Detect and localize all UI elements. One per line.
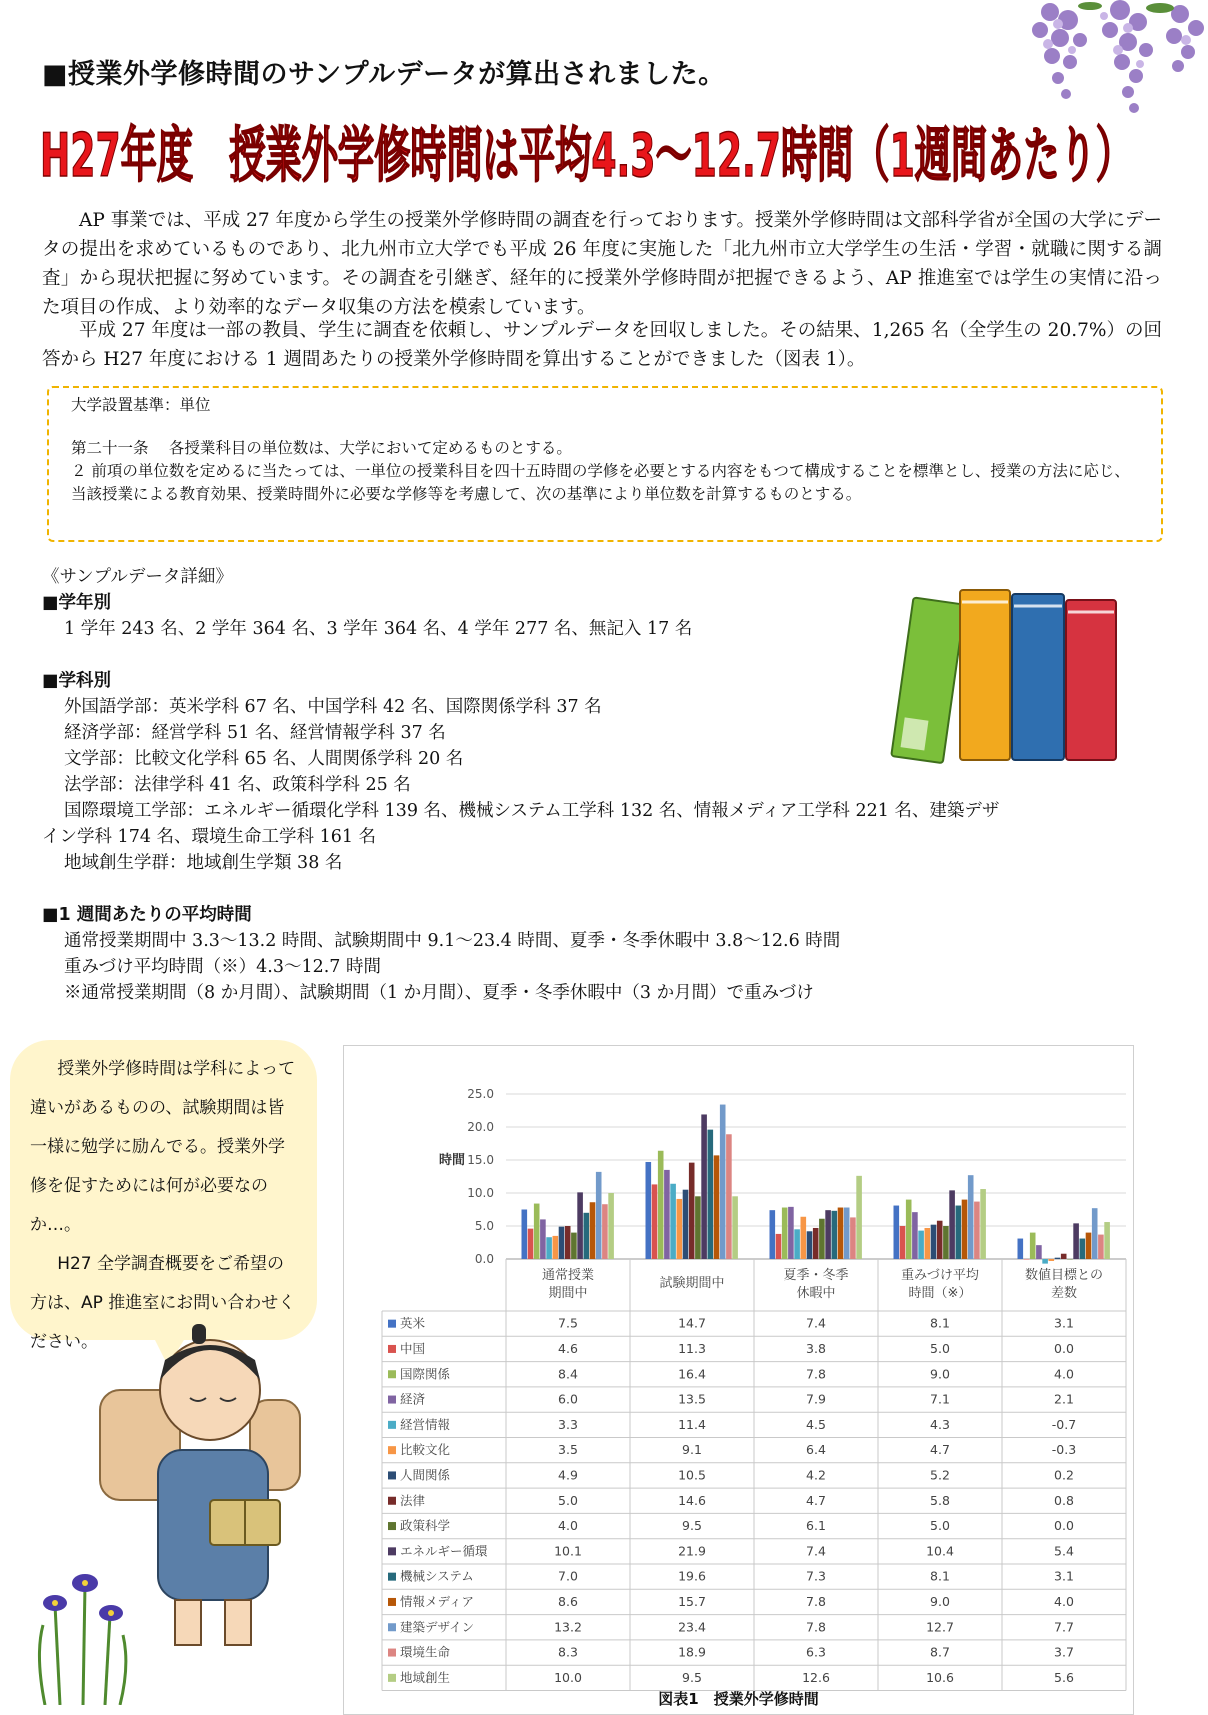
chart-bar bbox=[689, 1163, 695, 1259]
chart-bar bbox=[782, 1208, 788, 1259]
dept-line: イン学科 174 名、環境生命工学科 161 名 bbox=[42, 827, 377, 847]
chart-data-label: 4.0 bbox=[1054, 1366, 1074, 1382]
bar-chart bbox=[344, 1046, 1133, 1714]
chart-bar bbox=[577, 1192, 583, 1259]
chart-data-label: 10.1 bbox=[554, 1543, 582, 1559]
chart-legend-swatch bbox=[388, 1649, 396, 1657]
page-heading: ■授業外学修時間のサンプルデータが算出されました。 bbox=[42, 59, 726, 90]
chart-bar bbox=[695, 1196, 701, 1259]
intro-paragraph-2: 平成 27 年度は一部の教員、学生に調査を依頼し、サンプルデータを回収しました。その結果、1,265 名（全学生の 20.7%）の回答から H27 年度における 1 週間あたりの授業外学修時間を算出することができました（図表 1）。 bbox=[42, 320, 1162, 370]
chart-data-label: 7.0 bbox=[558, 1568, 578, 1584]
chart-bar bbox=[670, 1184, 676, 1259]
chart-data-label: -0.3 bbox=[1051, 1442, 1077, 1458]
chart-data-label: 7.1 bbox=[930, 1391, 950, 1407]
chart-bar bbox=[912, 1212, 918, 1259]
chart-data-label: 14.7 bbox=[678, 1315, 706, 1331]
chart-data-label: 4.0 bbox=[558, 1518, 578, 1534]
chart-data-label: 10.5 bbox=[678, 1467, 706, 1483]
chart-data-label: 16.4 bbox=[678, 1366, 706, 1382]
chart-bar bbox=[949, 1190, 955, 1259]
chart-data-label: 11.4 bbox=[678, 1416, 706, 1432]
chart-data-label: 3.7 bbox=[1054, 1644, 1074, 1660]
chart-bar bbox=[1086, 1233, 1092, 1259]
chart-legend-swatch bbox=[388, 1345, 396, 1353]
chart-bar bbox=[720, 1105, 726, 1259]
chart-bar bbox=[894, 1206, 900, 1259]
avg-heading: ■1 週間あたりの平均時間 bbox=[42, 905, 252, 925]
speech-bubble bbox=[10, 1040, 317, 1352]
chart-data-label: 9.1 bbox=[682, 1442, 702, 1458]
chart-data-label: 19.6 bbox=[678, 1568, 706, 1584]
chart-ytick-label: 15.0 bbox=[467, 1153, 494, 1167]
chart-category-label: 差数 bbox=[1050, 1286, 1078, 1301]
chart-legend-label: 環境生命 bbox=[400, 1644, 451, 1660]
chart-bar bbox=[553, 1236, 559, 1259]
chart-bar bbox=[943, 1226, 949, 1259]
chart-legend-label: 建築デザイン bbox=[400, 1619, 475, 1635]
chart-data-label: 0.8 bbox=[1054, 1492, 1074, 1508]
chart-bar bbox=[770, 1210, 776, 1259]
chart-bar bbox=[559, 1227, 565, 1259]
chart-legend-swatch bbox=[388, 1370, 396, 1378]
chart-bar bbox=[794, 1229, 800, 1259]
chart-legend-swatch bbox=[388, 1573, 396, 1581]
chart-bar bbox=[900, 1226, 906, 1259]
chart-bar bbox=[534, 1204, 540, 1259]
chart-legend-label: 人間関係 bbox=[400, 1467, 451, 1483]
sample-details-section bbox=[42, 564, 999, 1006]
chart-data-label: 8.4 bbox=[558, 1366, 578, 1382]
chart-data-label: 21.9 bbox=[678, 1543, 706, 1559]
chart-bar bbox=[937, 1221, 943, 1259]
chart-ytick-label: 10.0 bbox=[467, 1186, 494, 1200]
chart-legend-swatch bbox=[388, 1522, 396, 1530]
chart-bar bbox=[646, 1162, 652, 1259]
chart-bar bbox=[956, 1206, 962, 1259]
chart-data-label: 10.0 bbox=[554, 1669, 582, 1685]
chart-bar bbox=[596, 1172, 602, 1259]
chart-data-label: 5.0 bbox=[930, 1340, 950, 1356]
dept-heading: ■学科別 bbox=[42, 671, 112, 691]
chart-bar bbox=[708, 1130, 714, 1259]
chart-bar bbox=[813, 1228, 819, 1259]
chart-bar bbox=[1049, 1259, 1055, 1261]
grade-text: 1 学年 243 名、2 学年 364 名、3 学年 364 名、4 学年 277 名、無記入 17 名 bbox=[64, 619, 693, 639]
chart-category-label: 数値目標との bbox=[1024, 1268, 1104, 1283]
dept-line: 地域創生学群：地域創生学類 38 名 bbox=[64, 853, 343, 873]
chart-bar bbox=[522, 1210, 528, 1260]
chart-data-label: 8.3 bbox=[558, 1644, 578, 1660]
chart-data-label: 3.1 bbox=[1054, 1315, 1074, 1331]
chart-data-label: 7.8 bbox=[806, 1366, 826, 1382]
chart-bar bbox=[732, 1196, 738, 1259]
chart-bar bbox=[1073, 1223, 1079, 1259]
chart-bar bbox=[565, 1226, 571, 1259]
chart-data-label: 12.6 bbox=[802, 1669, 830, 1685]
avg-line: 通常授業期間中 3.3～13.2 時間、試験期間中 9.1～23.4 時間、夏季・冬季休暇中 3.8～12.6 時間 bbox=[64, 931, 841, 951]
chart-data-label: 0.2 bbox=[1054, 1467, 1074, 1483]
chart-legend-label: エネルギー循環 bbox=[400, 1543, 488, 1559]
chart-ytick-label: 5.0 bbox=[474, 1219, 494, 1233]
chart-legend-swatch bbox=[388, 1598, 396, 1606]
chart-bar bbox=[832, 1211, 838, 1259]
chart-bar bbox=[602, 1204, 608, 1259]
standard-box-clause: ２ 前項の単位数を定めるに当たっては、一単位の授業科目を四十五時間の学修を必要とする内容をもつて構成することを標準とし、授業の方法に応じ、当該授業による教育効果、授業時間外に必要な学修等を考慮して、次の基準により単位数を計算するものとする。 bbox=[71, 462, 1130, 503]
chart-data-label: 3.5 bbox=[558, 1442, 578, 1458]
chart-legend-label: 情報メディア bbox=[400, 1593, 475, 1609]
chart-bar bbox=[546, 1237, 552, 1259]
chart-data-label: 6.1 bbox=[806, 1518, 826, 1534]
chart-legend-swatch bbox=[388, 1674, 396, 1682]
chart-data-label: 13.5 bbox=[678, 1391, 706, 1407]
chart-category-label: 夏季・冬季 bbox=[783, 1268, 849, 1283]
chart-category-label: 通常授業 bbox=[541, 1268, 595, 1283]
chart-data-label: 7.9 bbox=[806, 1391, 826, 1407]
chart-legend-label: 比較文化 bbox=[400, 1442, 451, 1458]
chart-bar bbox=[776, 1234, 782, 1259]
chart-bar bbox=[918, 1231, 924, 1259]
chart-data-label: 9.0 bbox=[930, 1366, 950, 1382]
bubble-text-2: H27 全学調査概要をご希望の方は、AP 推進室にお問い合わせください。 bbox=[30, 1254, 296, 1352]
standard-box-article: 第二十一条 各授業科目の単位数は、大学において定めるものとする。 bbox=[71, 439, 572, 457]
chart-bar bbox=[608, 1193, 614, 1259]
chart-bar bbox=[1042, 1259, 1048, 1264]
chart-data-label: 14.6 bbox=[678, 1492, 706, 1508]
chart-legend-label: 経営情報 bbox=[400, 1416, 451, 1432]
main-title bbox=[40, 98, 1140, 198]
chart-category-label: 休暇中 bbox=[796, 1286, 836, 1301]
chart-bar bbox=[1098, 1235, 1104, 1259]
dept-line: 経済学部：経営学科 51 名、経営情報学科 37 名 bbox=[64, 723, 446, 743]
chart-legend-swatch bbox=[388, 1471, 396, 1479]
chart-bar bbox=[701, 1114, 707, 1259]
iris-flowers-illustration bbox=[25, 1565, 135, 1705]
avg-line: 重みづけ平均時間（※）4.3～12.7 時間 bbox=[64, 957, 382, 977]
chart-data-label: 4.3 bbox=[930, 1416, 950, 1432]
standard-box bbox=[47, 386, 1163, 542]
chart-legend-label: 法律 bbox=[400, 1492, 426, 1508]
chart-bar bbox=[1067, 1259, 1073, 1260]
chart-data-label: 2.1 bbox=[1054, 1391, 1074, 1407]
chart-bar bbox=[658, 1151, 664, 1259]
books-illustration bbox=[880, 572, 1120, 772]
chart-bar bbox=[571, 1233, 577, 1259]
chart-data-label: 7.7 bbox=[1054, 1619, 1074, 1635]
chart-data-label: 5.2 bbox=[930, 1467, 950, 1483]
dept-line: 国際環境工学部：エネルギー循環化学科 139 名、機械システム工学科 132 名、情報メディア工学科 221 名、建築デザ bbox=[64, 801, 1000, 821]
chart-bar bbox=[931, 1225, 937, 1259]
chart-data-label: 8.7 bbox=[930, 1644, 950, 1660]
chart-bar bbox=[714, 1155, 720, 1259]
chart-legend-swatch bbox=[388, 1623, 396, 1631]
chart-legend-swatch bbox=[388, 1421, 396, 1429]
chart-data-label: 12.7 bbox=[926, 1619, 954, 1635]
chart-ytick-label: 20.0 bbox=[467, 1120, 494, 1134]
chart-data-label: 0.0 bbox=[1054, 1518, 1074, 1534]
chart-data-label: 6.3 bbox=[806, 1644, 826, 1660]
chart-data-label: 7.4 bbox=[806, 1543, 826, 1559]
chart-legend-label: 英米 bbox=[400, 1315, 426, 1331]
chart-data-label: 7.4 bbox=[806, 1315, 826, 1331]
chart-legend-label: 地域創生 bbox=[400, 1669, 451, 1685]
chart-data-label: 4.6 bbox=[558, 1340, 578, 1356]
chart-data-label: 5.6 bbox=[1054, 1669, 1074, 1685]
chart-data-label: 8.1 bbox=[930, 1315, 950, 1331]
grade-heading: ■学年別 bbox=[42, 593, 112, 613]
chart-data-label: 5.4 bbox=[1054, 1543, 1074, 1559]
chart-data-label: 10.6 bbox=[926, 1669, 954, 1685]
chart-data-label: 4.9 bbox=[558, 1467, 578, 1483]
chart-legend-label: 政策科学 bbox=[400, 1518, 451, 1534]
chart-bar bbox=[974, 1202, 980, 1259]
chart-bar bbox=[980, 1189, 986, 1259]
intro-paragraph-1: AP 事業では、平成 27 年度から学生の授業外学修時間の調査を行っております。授業外学修時間は文部科学省が全国の大学にデータの提出を求めているものであり、北九州市立大学でも平成 26 年度に実施した「北九州市立大学学生の生活・学習・就職に関する調査」から現状把握に努めています。その調査を引継ぎ、経年的に授業外学修時間が把握できるよう、AP 推進室では学生の実情に沿った項目の作成、より効率的なデータ収集の方法を模索しています。 bbox=[42, 210, 1163, 318]
chart-frame bbox=[343, 1045, 1134, 1715]
chart-bar bbox=[825, 1210, 831, 1259]
chart-bar bbox=[1036, 1245, 1042, 1259]
chart-data-label: 9.0 bbox=[930, 1593, 950, 1609]
chart-bar bbox=[962, 1200, 968, 1259]
chart-bar bbox=[844, 1208, 850, 1259]
chart-legend-swatch bbox=[388, 1497, 396, 1505]
sample-title: 《サンプルデータ詳細》 bbox=[42, 567, 233, 587]
chart-category-label: 重みづけ平均 bbox=[901, 1268, 979, 1283]
chart-data-label: -0.7 bbox=[1051, 1416, 1077, 1432]
chart-data-label: 4.7 bbox=[806, 1492, 826, 1508]
chart-bar bbox=[590, 1202, 596, 1259]
chart-legend-swatch bbox=[388, 1446, 396, 1454]
chart-bar bbox=[1055, 1258, 1061, 1259]
chart-bar bbox=[1080, 1239, 1086, 1259]
chart-bar bbox=[1024, 1259, 1030, 1260]
chart-ylabel: 時間 bbox=[439, 1153, 466, 1168]
chart-bar bbox=[677, 1199, 683, 1259]
chart-data-label: 8.6 bbox=[558, 1593, 578, 1609]
chart-data-label: 7.5 bbox=[558, 1315, 578, 1331]
chart-legend-swatch bbox=[388, 1396, 396, 1404]
chart-bar bbox=[1061, 1254, 1067, 1259]
chart-data-label: 8.1 bbox=[930, 1568, 950, 1584]
chart-bar bbox=[726, 1134, 732, 1259]
chart-bar bbox=[683, 1190, 689, 1259]
chart-data-label: 9.5 bbox=[682, 1669, 702, 1685]
chart-legend-label: 機械システム bbox=[400, 1568, 474, 1584]
avg-line: ※通常授業期間（8 か月間）、試験期間（1 か月間）、夏季・冬季休暇中（3 か月間）で重みづけ bbox=[64, 983, 814, 1003]
chart-bar bbox=[1018, 1239, 1024, 1259]
chart-bar bbox=[838, 1208, 844, 1259]
chart-category-label: 期間中 bbox=[548, 1286, 588, 1301]
chart-legend-swatch bbox=[388, 1547, 396, 1555]
chart-data-label: 6.4 bbox=[806, 1442, 826, 1458]
bubble-text-1: 授業外学修時間は学科によって違いがあるものの、試験期間は皆一様に勉学に励んでる。授業外学修を促すためには何が必要なのか…。 bbox=[30, 1059, 296, 1235]
chart-data-label: 5.0 bbox=[930, 1518, 950, 1534]
chart-data-label: 11.3 bbox=[678, 1340, 706, 1356]
chart-bar bbox=[856, 1176, 862, 1259]
chart-bar bbox=[906, 1200, 912, 1259]
chart-data-label: 3.8 bbox=[806, 1340, 826, 1356]
chart-data-label: 9.5 bbox=[682, 1518, 702, 1534]
chart-ytick-label: 25.0 bbox=[467, 1087, 494, 1101]
chart-bar bbox=[540, 1219, 546, 1259]
chart-data-label: 18.9 bbox=[678, 1644, 706, 1660]
chart-data-label: 7.8 bbox=[806, 1593, 826, 1609]
chart-data-label: 4.0 bbox=[1054, 1593, 1074, 1609]
chart-data-label: 4.5 bbox=[806, 1416, 826, 1432]
chart-data-label: 7.8 bbox=[806, 1619, 826, 1635]
dept-line: 外国語学部：英米学科 67 名、中国学科 42 名、国際関係学科 37 名 bbox=[64, 697, 602, 717]
dept-line: 法学部：法律学科 41 名、政策科学科 25 名 bbox=[64, 775, 411, 795]
chart-bar bbox=[968, 1175, 974, 1259]
chart-bar bbox=[807, 1231, 813, 1259]
chart-data-label: 15.7 bbox=[678, 1593, 706, 1609]
chart-data-label: 7.3 bbox=[806, 1568, 826, 1584]
standard-box-title: 大学設置基準：単位 bbox=[71, 396, 211, 414]
chart-bar bbox=[801, 1217, 807, 1259]
chart-legend-label: 経済 bbox=[400, 1391, 426, 1407]
chart-legend-swatch bbox=[388, 1320, 396, 1328]
chart-data-label: 4.2 bbox=[806, 1467, 826, 1483]
chart-bar bbox=[850, 1217, 856, 1259]
chart-category-label: 試験期間中 bbox=[659, 1276, 725, 1291]
chart-bar bbox=[664, 1170, 670, 1259]
chart-bar bbox=[788, 1207, 794, 1259]
chart-bar bbox=[1104, 1222, 1110, 1259]
chart-data-label: 6.0 bbox=[558, 1391, 578, 1407]
chart-data-label: 3.3 bbox=[558, 1416, 578, 1432]
chart-data-label: 23.4 bbox=[678, 1619, 706, 1635]
chart-data-label: 0.0 bbox=[1054, 1340, 1074, 1356]
chart-data-label: 10.4 bbox=[926, 1543, 954, 1559]
chart-bar bbox=[584, 1213, 590, 1259]
chart-bar bbox=[528, 1229, 534, 1259]
chart-data-label: 3.1 bbox=[1054, 1568, 1074, 1584]
chart-data-label: 4.7 bbox=[930, 1442, 950, 1458]
chart-ytick-label: 0.0 bbox=[474, 1252, 494, 1266]
main-title-text: H27年度 授業外学修時間は平均4.3～12.7時間（1週間あたり） bbox=[40, 121, 1132, 191]
chart-bar bbox=[652, 1184, 658, 1259]
chart-bar bbox=[1030, 1233, 1036, 1259]
dept-line: 文学部：比較文化学科 65 名、人間関係学科 20 名 bbox=[64, 749, 464, 769]
chart-data-label: 5.0 bbox=[558, 1492, 578, 1508]
figure-caption: 図表1 授業外学修時間 bbox=[658, 1690, 819, 1708]
chart-legend-label: 国際関係 bbox=[400, 1366, 451, 1382]
chart-legend-label: 中国 bbox=[400, 1340, 426, 1356]
chart-data-label: 13.2 bbox=[554, 1619, 582, 1635]
chart-bar bbox=[1092, 1208, 1098, 1259]
chart-category-label: 時間（※） bbox=[908, 1286, 972, 1301]
chart-bar bbox=[925, 1228, 931, 1259]
chart-bar bbox=[819, 1219, 825, 1259]
chart-data-label: 5.8 bbox=[930, 1492, 950, 1508]
